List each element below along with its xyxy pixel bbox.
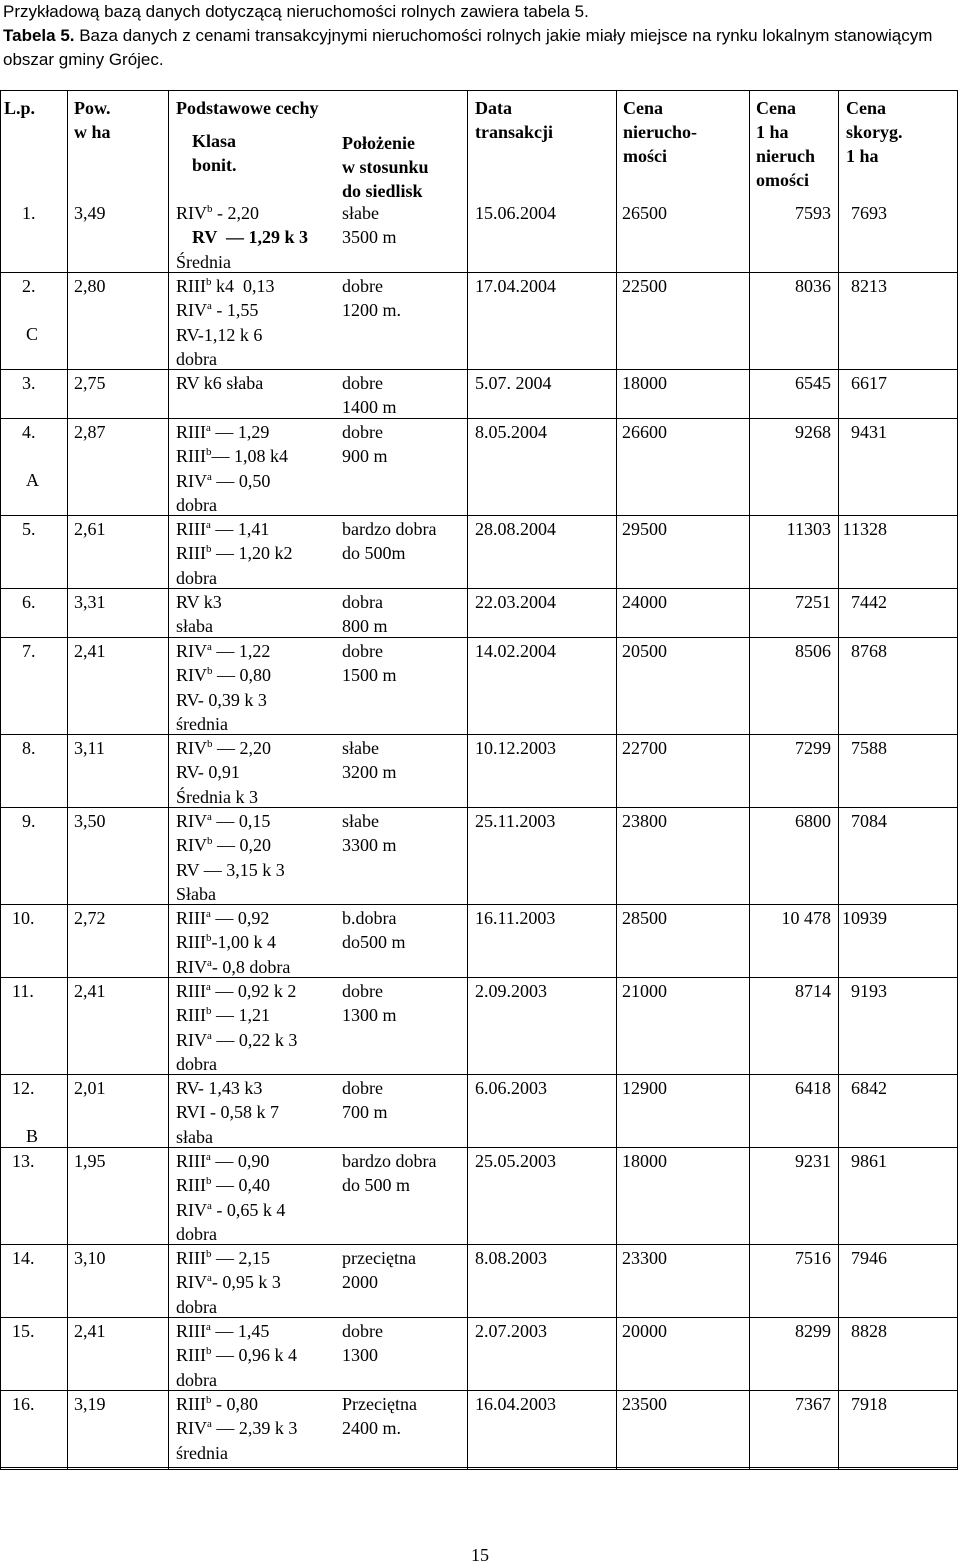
row-price-per-ha: 9268 (795, 422, 831, 442)
row-soil-class: RIII$^b$ k4 0,13 (176, 276, 275, 296)
row-lp: 3. (22, 373, 36, 393)
row-location: bardzo dobra (342, 519, 437, 539)
row-adjusted-price: 8828 (851, 1321, 887, 1341)
row-soil-class: RIV$^a$- 0,95 k 3 (176, 1272, 281, 1293)
row-date: 10.12.2003 (475, 738, 556, 758)
row-location: Przeciętna (342, 1394, 417, 1414)
row-area: 2,87 (74, 422, 106, 442)
header-cena-skoryg-1: Cena (846, 98, 886, 118)
row-price: 22700 (622, 738, 667, 758)
row-location: dobre (342, 981, 383, 1001)
row-divider (0, 369, 958, 370)
header-cena-ha-3: nieruch (756, 146, 816, 166)
row-price: 23800 (622, 811, 667, 831)
header-cena-ha-2: 1 ha (756, 122, 789, 142)
row-price: 20000 (622, 1321, 667, 1341)
header-basic-features: Podstawowe cechy (176, 98, 319, 118)
row-soil-class: RV- 0,39 k 3 (176, 689, 267, 710)
row-soil-class: RIII$^b$ — 1,21 (176, 1005, 270, 1026)
row-divider (0, 515, 958, 516)
header-pow-1: Pow. (74, 98, 111, 118)
row-divider (0, 588, 958, 589)
row-soil-class: dobra (176, 1223, 217, 1244)
row-soil-class: RIV$^b$ - 2,20 (176, 203, 259, 223)
table-border-right (957, 90, 958, 1470)
row-price: 23500 (622, 1394, 667, 1414)
row-date: 5.07. 2004 (475, 373, 552, 393)
column-divider (67, 90, 68, 1470)
row-divider (0, 1390, 958, 1391)
row-adjusted-price: 8768 (851, 641, 887, 661)
row-price: 18000 (622, 373, 667, 393)
header-polozenie-3: do siedlisk (342, 181, 423, 201)
row-price-per-ha: 7516 (795, 1248, 831, 1268)
row-soil-class: słaba (176, 616, 213, 637)
row-soil-class: RIV$^a$ - 0,65 k 4 (176, 1199, 286, 1220)
intro-text (3, 0, 953, 72)
column-divider (838, 90, 839, 1470)
row-soil-class: RIII$^a$ — 1,29 (176, 422, 270, 442)
row-location: b.dobra (342, 908, 397, 928)
row-area: 3,31 (74, 592, 106, 612)
header-cena-skoryg-2: skoryg. (846, 122, 903, 142)
row-soil-class: RIV$^a$ - 1,55 (176, 300, 259, 321)
row-location: 2400 m. (342, 1418, 402, 1439)
row-soil-class: RV-1,12 k 6 (176, 324, 263, 345)
row-location: 1200 m. (342, 300, 402, 321)
row-price-per-ha: 6800 (795, 811, 831, 831)
row-area: 2,80 (74, 276, 106, 296)
row-divider (0, 1244, 958, 1245)
row-adjusted-price: 7693 (851, 203, 887, 223)
row-soil-class: słaba (176, 1126, 213, 1147)
row-adjusted-price: 9861 (851, 1151, 887, 1171)
row-soil-class: RIV$^a$- 0,8 dobra (176, 956, 291, 977)
row-soil-class: RIII$^a$ — 1,45 (176, 1321, 270, 1341)
header-lp: L.p. (4, 98, 36, 118)
row-divider (0, 637, 958, 638)
row-soil-class: RIII$^a$ — 1,41 (176, 519, 270, 539)
row-location: do 500 m (342, 1175, 411, 1196)
row-location: dobre (342, 1321, 383, 1341)
row-date: 2.07.2003 (475, 1321, 547, 1341)
row-soil-class: RIII$^b$ — 2,15 (176, 1248, 270, 1268)
row-location: dobre (342, 276, 383, 296)
row-location: dobre (342, 422, 383, 442)
row-divider (0, 418, 958, 419)
row-date: 8.08.2003 (475, 1248, 547, 1268)
row-soil-class: RV k6 słaba (176, 373, 264, 393)
row-divider (0, 904, 958, 905)
row-soil-class: RIII$^a$ — 0,90 (176, 1151, 270, 1171)
row-date: 22.03.2004 (475, 592, 556, 612)
table-caption (3, 24, 953, 72)
row-location: dobre (342, 641, 383, 661)
row-date: 16.04.2003 (475, 1394, 556, 1414)
header-polozenie-1: Położenie (342, 133, 415, 153)
table-border-top (0, 90, 958, 91)
header-data-1: Data (475, 98, 512, 118)
row-location: 1500 m (342, 665, 397, 686)
row-price: 23300 (622, 1248, 667, 1268)
row-area: 2,75 (74, 373, 106, 393)
row-price: 20500 (622, 641, 667, 661)
header-cena-skoryg-3: 1 ha (846, 146, 879, 166)
row-adjusted-price: 7084 (851, 811, 887, 831)
row-soil-class: Średnia (176, 251, 231, 272)
row-location: przeciętna (342, 1248, 416, 1268)
row-price: 21000 (622, 981, 667, 1001)
row-date: 28.08.2004 (475, 519, 556, 539)
row-location: dobre (342, 373, 383, 393)
row-location: do 500m (342, 543, 406, 564)
row-adjusted-price: 8213 (851, 276, 887, 296)
row-soil-class: RV — 1,29 k 3 (192, 227, 309, 248)
row-location: słabe (342, 203, 379, 223)
row-soil-class: RV — 3,15 k 3 (176, 859, 285, 880)
row-soil-class: RIII$^a$ — 0,92 k 2 (176, 981, 297, 1001)
row-price-per-ha: 11303 (786, 519, 831, 539)
row-price-per-ha: 8036 (795, 276, 831, 296)
row-price: 29500 (622, 519, 667, 539)
row-date: 2.09.2003 (475, 981, 547, 1001)
row-date: 8.05.2004 (475, 422, 547, 442)
row-soil-class: Słaba (176, 883, 216, 904)
row-date: 25.05.2003 (475, 1151, 556, 1171)
row-price-per-ha: 8299 (795, 1321, 831, 1341)
row-price-per-ha: 7593 (795, 203, 831, 223)
row-divider (0, 734, 958, 735)
row-adjusted-price: 6842 (851, 1078, 887, 1098)
row-location: słabe (342, 811, 379, 831)
header-klasa-2: bonit. (192, 155, 237, 175)
row-area: 1,95 (74, 1151, 106, 1171)
row-location: 1300 (342, 1345, 378, 1366)
table-border-bottom (0, 1469, 958, 1470)
header-data-2: transakcji (475, 122, 553, 142)
row-group-letter: A (26, 470, 39, 490)
row-soil-class: RV- 1,43 k3 (176, 1078, 263, 1098)
header-cena-ha-1: Cena (756, 98, 796, 118)
row-adjusted-price: 7442 (851, 592, 887, 612)
row-date: 6.06.2003 (475, 1078, 547, 1098)
row-location: dobra (342, 592, 383, 612)
row-lp: 11. (12, 981, 34, 1001)
row-location: 900 m (342, 446, 388, 467)
row-adjusted-price: 9431 (851, 422, 887, 442)
row-price: 28500 (622, 908, 667, 928)
row-divider (0, 1074, 958, 1075)
row-lp: 9. (22, 811, 36, 831)
row-divider (0, 977, 958, 978)
row-area: 3,49 (74, 203, 106, 223)
intro-line: Przykładową bazą danych dotyczącą nieruchomości rolnych zawiera tabela 5. (3, 2, 589, 21)
row-price: 12900 (622, 1078, 667, 1098)
row-area: 3,11 (74, 738, 105, 758)
header-pow-2: w ha (74, 122, 111, 142)
row-soil-class: średnia (176, 1442, 228, 1463)
row-adjusted-price: 10939 (842, 908, 887, 928)
row-soil-class: RIV$^a$ — 1,22 (176, 641, 271, 661)
row-date: 15.06.2004 (475, 203, 556, 223)
row-soil-class: średnia (176, 713, 228, 734)
row-date: 16.11.2003 (475, 908, 556, 928)
row-soil-class: RIV$^a$ — 2,39 k 3 (176, 1418, 298, 1439)
row-location: 3200 m (342, 762, 397, 783)
row-area: 3,50 (74, 811, 106, 831)
row-lp: 2. (22, 276, 36, 296)
row-price: 24000 (622, 592, 667, 612)
row-adjusted-price: 7946 (851, 1248, 887, 1268)
row-soil-class: RIII$^b$-1,00 k 4 (176, 932, 276, 953)
row-adjusted-price: 7588 (851, 738, 887, 758)
row-date: 14.02.2004 (475, 641, 556, 661)
row-price-per-ha: 10 478 (781, 908, 831, 928)
row-location: bardzo dobra (342, 1151, 437, 1171)
column-divider (467, 90, 468, 1470)
row-group-letter: C (26, 324, 39, 344)
row-area: 3,19 (74, 1394, 106, 1414)
header-cena-3: mości (623, 146, 667, 166)
row-price-per-ha: 6418 (795, 1078, 831, 1098)
row-location: słabe (342, 738, 379, 758)
row-soil-class: dobra (176, 348, 217, 369)
header-cena-2: nierucho- (623, 122, 697, 142)
row-date: 17.04.2004 (475, 276, 556, 296)
row-price-per-ha: 8714 (795, 981, 831, 1001)
row-location: 1400 m (342, 397, 397, 418)
row-location: do500 m (342, 932, 406, 953)
row-soil-class: RIII$^b$ - 0,80 (176, 1394, 258, 1414)
row-soil-class: RIII$^b$ — 1,20 k2 (176, 543, 293, 564)
row-adjusted-price: 11328 (842, 519, 887, 539)
row-location: 700 m (342, 1102, 388, 1123)
row-soil-class: RIV$^a$ — 0,15 (176, 811, 271, 831)
column-divider (168, 90, 169, 1470)
row-soil-class: RIII$^b$— 1,08 k4 (176, 446, 288, 467)
header-klasa-1: Klasa (192, 131, 237, 151)
row-price: 26500 (622, 203, 667, 223)
row-divider (0, 272, 958, 273)
row-price: 26600 (622, 422, 667, 442)
row-soil-class: RIII$^a$ — 0,92 (176, 908, 270, 928)
caption-text: Baza danych z cenami transakcyjnymi nieruchomości rolnych jakie miały miejsce na rynku lokalnym stanowiącym obszar gminy Grójec. (3, 26, 933, 69)
row-soil-class: RIII$^b$ — 0,96 k 4 (176, 1345, 297, 1366)
row-soil-class: RIV$^a$ — 0,50 (176, 470, 271, 491)
row-adjusted-price: 9193 (851, 981, 887, 1001)
row-lp: 4. (22, 422, 36, 442)
row-price-per-ha: 7367 (795, 1394, 831, 1414)
row-lp: 6. (22, 592, 36, 612)
row-area: 3,10 (74, 1248, 106, 1268)
row-location: 1300 m (342, 1005, 397, 1026)
row-adjusted-price: 7918 (851, 1394, 887, 1414)
row-divider (0, 1147, 958, 1148)
row-soil-class: RIV$^b$ — 0,80 (176, 665, 271, 686)
row-soil-class: dobra (176, 1369, 217, 1390)
row-area: 2,41 (74, 1321, 106, 1341)
page-number: 15 (471, 1545, 489, 1565)
row-lp: 7. (22, 641, 36, 661)
row-location: dobre (342, 1078, 383, 1098)
row-lp: 14. (12, 1248, 35, 1268)
row-divider (0, 807, 958, 808)
row-soil-class: dobra (176, 494, 217, 515)
row-price: 22500 (622, 276, 667, 296)
column-divider (616, 90, 617, 1470)
row-soil-class: RIV$^a$ — 0,22 k 3 (176, 1029, 298, 1050)
row-divider (0, 1317, 958, 1318)
row-price-per-ha: 7299 (795, 738, 831, 758)
caption-label: Tabela 5. (3, 26, 75, 45)
row-price-per-ha: 7251 (795, 592, 831, 612)
row-area: 2,41 (74, 981, 106, 1001)
table-border-left (0, 90, 1, 1470)
row-adjusted-price: 6617 (851, 373, 887, 393)
row-price-per-ha: 6545 (795, 373, 831, 393)
row-soil-class: RIII$^b$ — 0,40 (176, 1175, 270, 1196)
row-soil-class: RV- 0,91 (176, 762, 240, 783)
row-soil-class: dobra (176, 1053, 217, 1074)
row-soil-class: RVI - 0,58 k 7 (176, 1102, 280, 1123)
header-cena-ha-4: omości (756, 170, 809, 190)
row-lp: 5. (22, 519, 36, 539)
row-area: 2,01 (74, 1078, 106, 1098)
row-lp: 10. (12, 908, 35, 928)
row-divider (0, 1467, 958, 1468)
row-lp: 15. (12, 1321, 35, 1341)
row-area: 2,72 (74, 908, 106, 928)
row-lp: 1. (22, 203, 36, 223)
row-soil-class: Średnia k 3 (176, 786, 258, 807)
row-area: 2,41 (74, 641, 106, 661)
row-lp: 16. (12, 1394, 35, 1414)
row-price-per-ha: 9231 (795, 1151, 831, 1171)
row-location: 3300 m (342, 835, 397, 856)
header-cena-1: Cena (623, 98, 663, 118)
row-group-letter: B (26, 1126, 39, 1146)
row-location: 3500 m (342, 227, 397, 248)
row-lp: 12. (12, 1078, 35, 1098)
row-location: 800 m (342, 616, 388, 637)
row-lp: 8. (22, 738, 36, 758)
header-polozenie-2: w stosunku (342, 157, 429, 177)
row-date: 25.11.2003 (475, 811, 556, 831)
row-soil-class: dobra (176, 567, 217, 588)
row-location: 2000 (342, 1272, 378, 1293)
row-soil-class: RIV$^b$ — 0,20 (176, 835, 271, 856)
row-lp: 13. (12, 1151, 35, 1171)
row-soil-class: dobra (176, 1296, 217, 1317)
row-price: 18000 (622, 1151, 667, 1171)
row-area: 2,61 (74, 519, 106, 539)
row-price-per-ha: 8506 (795, 641, 831, 661)
column-divider (749, 90, 750, 1470)
row-soil-class: RIV$^b$ — 2,20 (176, 738, 271, 758)
row-soil-class: RV k3 (176, 592, 222, 612)
